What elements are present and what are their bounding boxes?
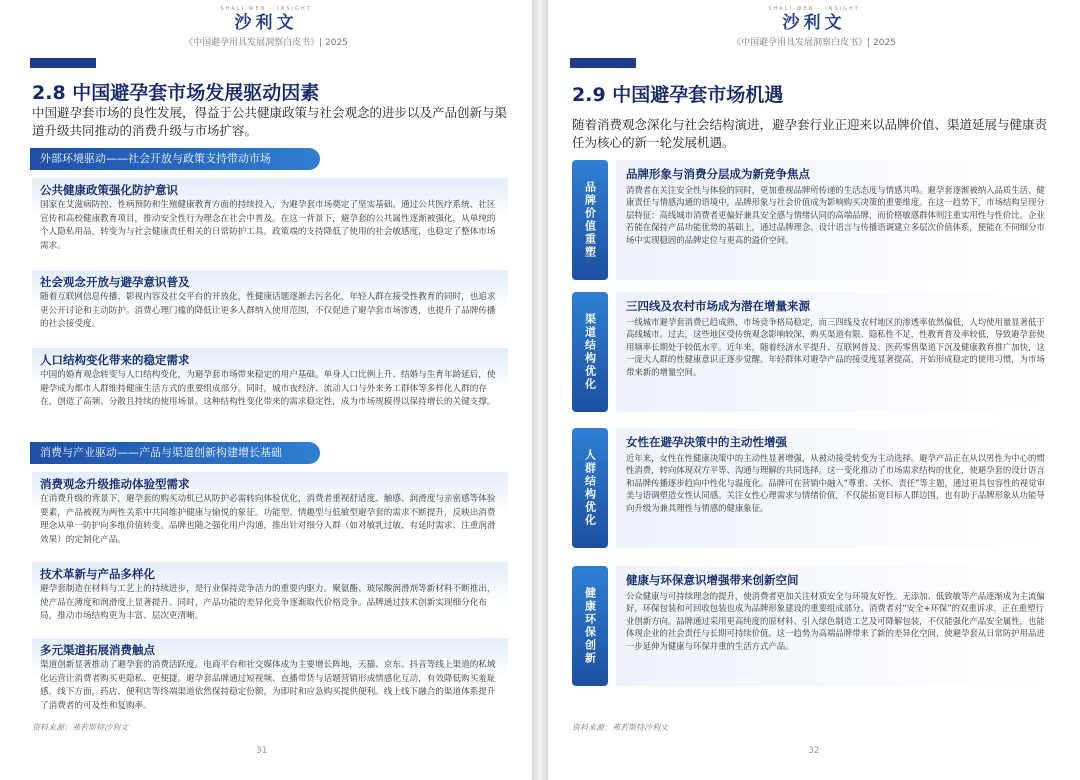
card-title: 技术革新与产品多样化 [40,567,155,581]
source-note: 资料来源：弗若斯特沙利文 [32,723,128,732]
opportunity-body [616,428,1056,548]
card-body: 渠道创新显著推动了避孕套的消费活跃度。电商平台和社交媒体成为主要增长阵地，天猫、京东、抖音等线上渠道的私域化运营让消费者购买更隐私、更便捷。避孕套品牌通过短视频、直播带货与话题营销形成情感化互动，有效降低购买羞耻感。线下方面，药店、便利店等终端渠道依然保持稳定份额，为即时和应急购买提供便利。线上线下融合的渠道体系提升了消费者的可及性和复购率。 [40,660,496,711]
opportunity-label: 人群结构优化 [572,428,608,548]
opportunity-label: 渠道结构优化 [572,292,608,412]
page-header [548,6,1080,48]
card-body: 公众健康与可持续理念的提升，使消费者更加关注材质安全与环境友好性。无添加、低致敏等产品逐渐成为主流偏好，环保包装和可回收包装也成为品牌形象建设的重要组成部分。消费者对“安全+环保”的双重诉求，正在重塑行业创新方向。品牌通过采用更高纯度的原材料、引入绿色制造工艺及可降解包装，不仅能强化产品安全属性，也能体现企业的社会责任与长期可持续价值。这一趋势为高端品牌带来了新的差异化空间，使避孕套从日常防护用品进一步延伸为健康与环保并重的生活方式产品。 [626,591,1045,651]
section-accent-bar [570,58,636,68]
page-header [0,6,532,48]
book-spine [532,0,548,780]
card-body: 随着互联网信息传播、影视内容及社交平台的开放化，性健康话题逐渐去污名化，年轻人群在接受性教育的同时，也追求更公开讨论和主动防护。消费心理门槛的降低让更多人群纳入使用范围，不仅促进了避孕套市场渗透，也提升了品牌传播的社会接受度。 [40,292,496,330]
card-body: 避孕套制造在材料与工艺上的持续进步，是行业保持竞争活力的重要内驱力。聚氨酯、玻尿酸润滑剂等新材料不断推出，使产品在薄度和润滑度上显著提升。同时，产品功能的差异化竞争逐渐取代价格竞争。品牌通过技术创新实现细分化布局，推动市场结构更为丰富、层次更清晰。 [40,584,496,622]
opportunity-label: 健康环保创新 [572,566,608,686]
driver-card [32,178,508,264]
section-title: 2.8 中国避孕套市场发展驱动因素 [32,82,320,104]
opportunity-card [572,428,1056,548]
card-body: 中国的婚育观念转变与人口结构变化，为避孕套市场带来稳定的用户基础。单身人口比例上升、结婚与生育年龄延后，使避孕成为都市人群维持健康生活方式的重要组成部分。同时，城市夜经济、流动人口与外来务工群体等多样化人群的存在，创造了高频、分散且持续的使用场景。这种结构性变化带来的需求稳定性，成为市场规模得以保持增长的关键支撑。 [40,370,496,408]
page-number: 32 [808,746,820,756]
card-title: 女性在避孕决策中的主动性增强 [626,435,787,449]
section-accent-bar [30,58,96,68]
book-title: 《中国避孕用具发展洞察白皮书》| 2025 [184,38,348,48]
source-note: 资料来源：弗若斯特沙利文 [572,723,668,732]
card-title: 社会观念开放与避孕意识普及 [40,275,190,289]
section-intro: 中国避孕套市场的良性发展，得益于公共健康政策与社会观念的进步以及产品创新与渠道升级共同推动的消费升级与市场扩容。 [32,105,508,138]
opportunity-label: 品牌价值重塑 [572,160,608,280]
card-title: 健康与环保意识增强带来创新空间 [626,573,799,587]
card-title: 品牌形象与消费分层成为新竞争焦点 [626,167,810,181]
driver-card [32,638,508,718]
book-title: 《中国避孕用具发展洞察白皮书》| 2025 [732,38,896,48]
card-body: 近年来，女性在性健康决策中的主动性显著增强，从被动接受转变为主动选择。避孕产品正在从以男性为中心的惯性消费，转向体现双方平等、沟通与理解的共同选择。这一变化推动了市场需求结构的优化，使避孕套的设计语言和品牌传播逐步趋向中性化与温度化。品牌可在营销中融入“尊重、关怀、责任”等主题，通过更具包容性的视觉审美与语调塑造女性认同感。关注女性心理需求与情绪价值，不仅能拓宽目标人群边围，也有助于品牌形象从功能导向升级为兼具理性与情感的健康象征。 [626,453,1046,513]
card-title: 三四线及农村市场成为潜在增量来源 [626,299,810,313]
opportunity-card [572,292,1056,412]
card-title: 消费观念升级推动体验型需求 [40,477,190,491]
card-body: 国家在艾滋病防控、性病预防和生殖健康教育方面的持续投入，为避孕套市场奠定了坚实基础。通过公共医疗系统、社区宣传和高校健康教育项目，推动安全性行为理念在社会中普及。在这一背景下，避孕套的公共属性逐渐被强化，从单纯的个人隐私用品，转变为与社会健康责任相关的日常防护工具。政策端的支持降低了使用的社会敏感度，也稳定了整体市场需求。 [40,200,496,251]
driver-card [32,348,508,434]
driver-band-external: 外部环境驱动——社会开放与政策支持带动市场 [30,148,320,170]
opportunity-card [572,566,1056,686]
page-right [548,0,1080,780]
card-body: 在消费升级的背景下，避孕套的购买动机已从防护必需转向体验优化，消费者重视舒适度、触感、润滑度与亲密感等体验要素，产品被视为两性关系中共同维护健康与愉悦的象征。功能型、情趣型与低敏型避孕套的需求不断提升，反映出消费理念从单一防护向多维价值转变。品牌也随之强化用户沟通，推出针对细分人群（如对敏乳过敏、有延时需求、注重润滑效果）的定制化产品。 [40,494,496,545]
page-number: 31 [256,746,268,756]
card-title: 公共健康政策强化防护意识 [40,183,178,197]
card-body: 消费者在关注安全性与体验的同时，更加重视品牌所传递的生活态度与情感共鸣。避孕套逐渐被纳入品质生活、健康责任与情感沟通的语境中，品牌形象与社会价值成为影响购买决策的重要维度。在这一趋势下，市场结构呈现分层特征：高线城市消费者更偏好兼具安全感与情绪认同的高端品牌，而价格敏感群体则注重实用性与性价比。企业若能在保持产品功能优势的基础上，通过品牌理念、设计语言与传播语调建立多层次价值体系，便能在不同细分市场中实现稳固的品牌定位与更高的溢价空间。 [626,185,1045,245]
driver-band-consumption: 消费与产业驱动——产品与渠道创新构建增长基础 [30,442,320,464]
driver-card [32,270,508,342]
section-title: 2.9 中国避孕套市场机遇 [572,84,784,106]
card-body: 一线城市避孕套消费已趋成熟，市场竞争格局稳定，而三四线及农村地区的渗透率依然偏低，人均使用量显著低于高线城市。过去，这些地区受传统观念影响较深，购买渠道有限、隐私性不足，性教育普及率较低，导致避孕套使用频率长期处于较低水平。近年来，随着经济水平提升、互联网普及、医药零售渠道下沉及健康教育推广加快，这一庞大人群的性健康意识正逐步觉醒。年轻群体对避孕产品的接受度显著提高，开始形成稳定的使用习惯，为市场带来新的增量空间。 [626,317,1045,377]
card-title: 人口结构变化带来的稳定需求 [40,353,190,367]
page-left [0,0,532,780]
opportunity-body [616,160,1056,280]
driver-card [32,472,508,558]
driver-card [32,562,508,634]
opportunity-card [572,160,1056,280]
opportunity-body [616,292,1056,412]
section-intro: 随着消费观念深化与社会结构演进，避孕套行业正迎来以品牌价值、渠道延展与健康责任为核心的新一轮发展机遇。 [572,117,1048,150]
brand-logo: 沙利文 [782,13,846,33]
opportunity-body [616,566,1056,686]
brand-logo: 沙利文 [234,13,298,33]
logo-subtitle: SHALI WEN · INSIGHT [220,6,312,12]
logo-subtitle: SHALI WEN · INSIGHT [768,6,860,12]
card-title: 多元渠道拓展消费触点 [40,643,155,657]
